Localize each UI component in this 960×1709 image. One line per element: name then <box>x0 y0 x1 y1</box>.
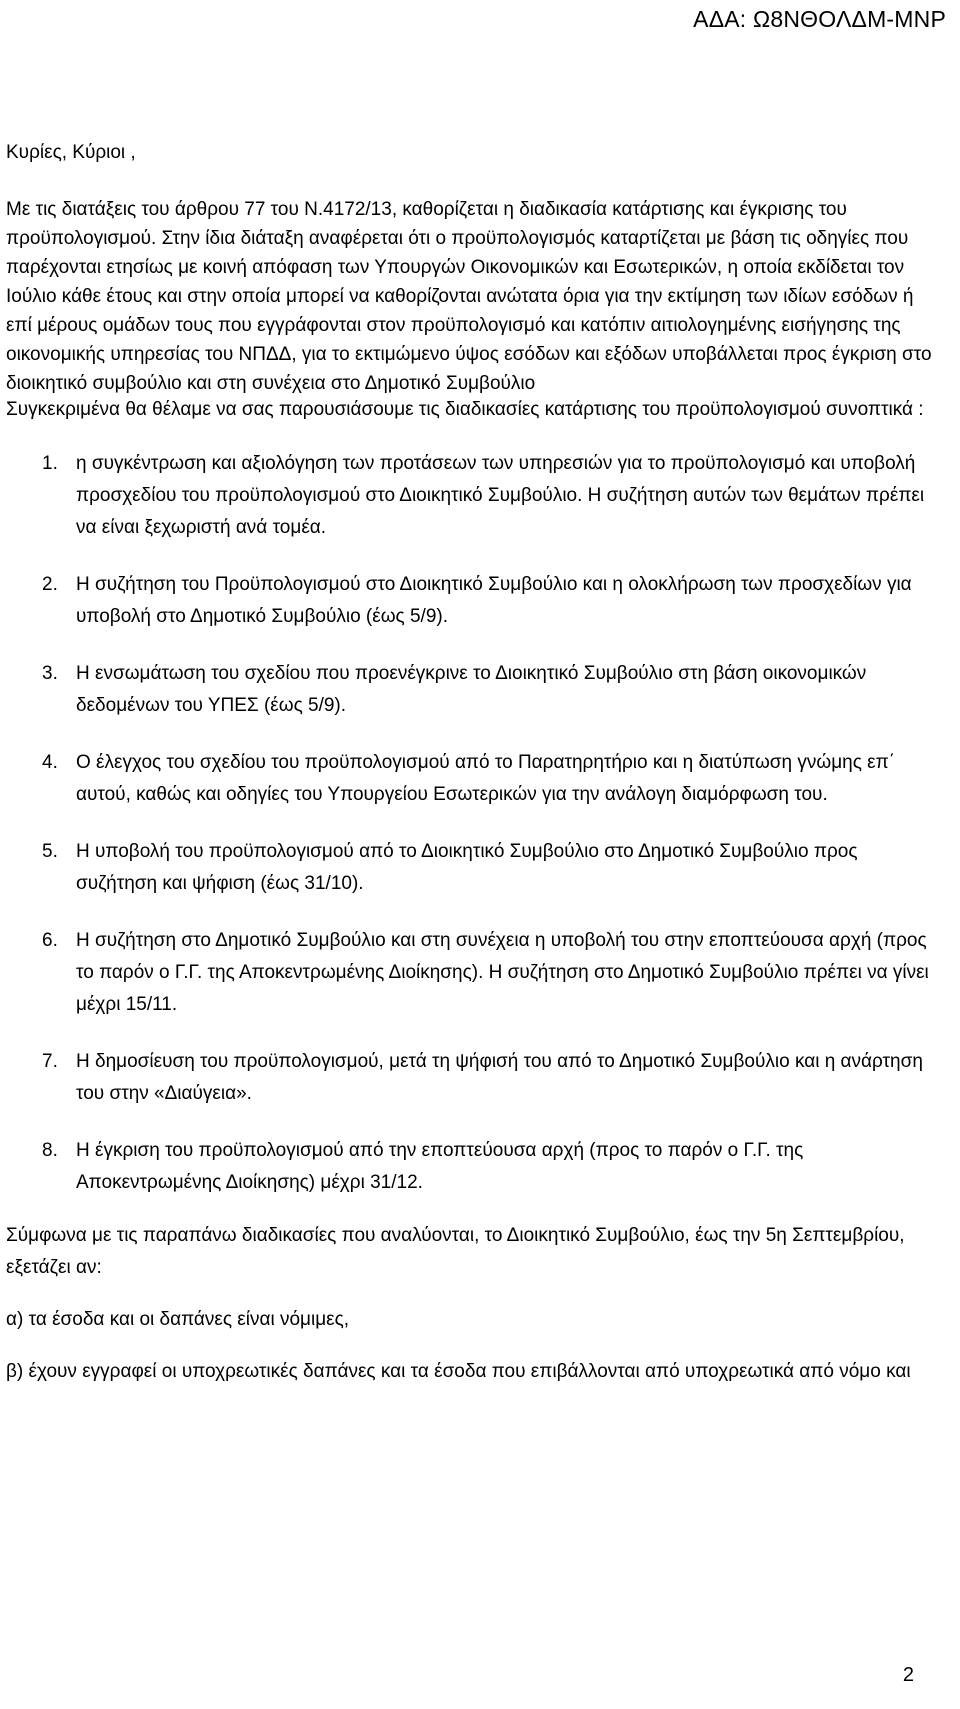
list-item <box>6 1046 936 1110</box>
conclusion-paragraph: Σύμφωνα με τις παραπάνω διαδικασίες που αναλύονται, το Διοικητικό Συμβούλιο, έως την 5η Σεπτεμβρίου, εξετάζει αν: <box>6 1225 905 1278</box>
list-item <box>6 925 936 1021</box>
step-number: 4. <box>42 752 58 773</box>
list-item <box>6 448 936 544</box>
step-text: Η έγκριση του προϋπολογισμού από την εποπτεύουσα αρχή (προς το παρόν ο Γ.Γ. της Αποκεντρωμένης Διοίκησης) μέχρι 31/12. <box>76 1140 804 1193</box>
condition-a: α) τα έσοδα και οι δαπάνες είναι νόμιμες, <box>6 1309 350 1330</box>
step-text: η συγκέντρωση και αξιολόγηση των προτάσεων των υπηρεσιών για το προϋπολογισμό και υποβολή προσχεδίου του προϋπολογισμού στο Διοικητικό Συμβούλιο. Η συζήτηση αυτών των θεμάτων πρέπει να είναι ξεχωριστή ανά τομέα. <box>76 453 925 538</box>
step-number: 6. <box>42 930 58 951</box>
condition-b: β) έχουν εγγραφεί οι υποχρεωτικές δαπάνες και τα έσοδα που επιβάλλονται από υποχρεωτικά από νόμο και <box>6 1361 911 1382</box>
step-text: Ο έλεγχος του σχεδίου του προϋπολογισμού από το Παρατηρητήριο και η διατύπωση γνώμης επ΄ αυτού, καθώς και οδηγίες του Υπουργείου Εσωτερικών για την ανάλογη διαμόρφωση του. <box>76 752 896 805</box>
intro-paragraph: Με τις διατάξεις του άρθρου 77 του Ν.4172/13, καθορίζεται η διαδικασία κατάρτισης και έγκρισης του προϋπολογισμού. Στην ίδια διάταξη αναφέρεται ότι ο προϋπολογισμός καταρτίζεται με βάση τις οδηγίες που παρέχονται ετησίως με κοινή απόφαση των Υπουργών Οικονομικών και Εσωτερικών, η οποία εκδίδεται τον Ιούλιο κάθε έτους και στην οποία μπορεί να καθορίζονται ανώτατα όρια για την εκτίμηση των ιδίων εσόδων ή επί μέρους ομάδων τους που εγγράφονται στον προϋπολογισμό και κατόπιν αιτιολογημένης εισήγησης της οικονομικής υπηρεσίας του ΝΠΔΔ, για το εκτιμώμενο ύψος εσόδων και εξόδων υποβάλλεται προς έγκριση στο διοικητικό συμβούλιο και στη συνέχεια στο Δημοτικό Συμβούλιο <box>6 199 932 394</box>
step-text: Η δημοσίευση του προϋπολογισμού, μετά τη ψήφισή του από το Δημοτικό Συμβούλιο και η ανάρτηση του στην «Διαύγεια». <box>76 1051 923 1104</box>
step-number: 7. <box>42 1051 58 1072</box>
list-item <box>6 569 936 633</box>
document-body <box>6 138 936 1388</box>
step-text: Η υποβολή του προϋπολογισμού από το Διοικητικό Συμβούλιο στο Δημοτικό Συμβούλιο προς συζήτηση και ψήφιση (έως 31/10). <box>76 841 858 894</box>
list-item <box>6 747 936 811</box>
page-number: 2 <box>902 1664 914 1686</box>
step-text: Η συζήτηση στο Δημοτικό Συμβούλιο και στη συνέχεια η υποβολή του στην εποπτεύουσα αρχή (προς το παρόν ο Γ.Γ. της Αποκεντρωμένης Διοίκησης). Η συζήτηση στο Δημοτικό Συμβούλιο πρέπει να γίνει μέχρι 15/11. <box>76 930 929 1015</box>
step-number: 8. <box>42 1140 58 1161</box>
greeting: Κυρίες, Κύριοι , <box>6 142 136 163</box>
step-number: 2. <box>42 574 58 595</box>
step-number: 1. <box>42 453 58 474</box>
procedure-steps-list <box>6 448 936 1199</box>
step-number: 3. <box>42 663 58 684</box>
list-item <box>6 658 936 722</box>
step-text: Η συζήτηση του Προϋπολογισμού στο Διοικητικό Συμβούλιο και η ολοκλήρωση των προσχεδίων για υποβολή στο Δημοτικό Συμβούλιο (έως 5/9). <box>76 574 912 627</box>
list-item <box>6 1135 936 1199</box>
step-text: Η ενσωμάτωση του σχεδίου που προενέγκρινε το Διοικητικό Συμβούλιο στη βάση οικονομικών δεδομένων του ΥΠΕΣ (έως 5/9). <box>76 663 867 716</box>
list-item <box>6 836 936 900</box>
step-number: 5. <box>42 841 58 862</box>
summary-intro: Συγκεκριμένα θα θέλαμε να σας παρουσιάσουμε τις διαδικασίες κατάρτισης του προϋπολογισμού συνοπτικά : <box>6 399 924 420</box>
ada-code: ΑΔΑ: Ω8ΝΘΟΛΔΜ-ΜΝΡ <box>693 6 946 32</box>
